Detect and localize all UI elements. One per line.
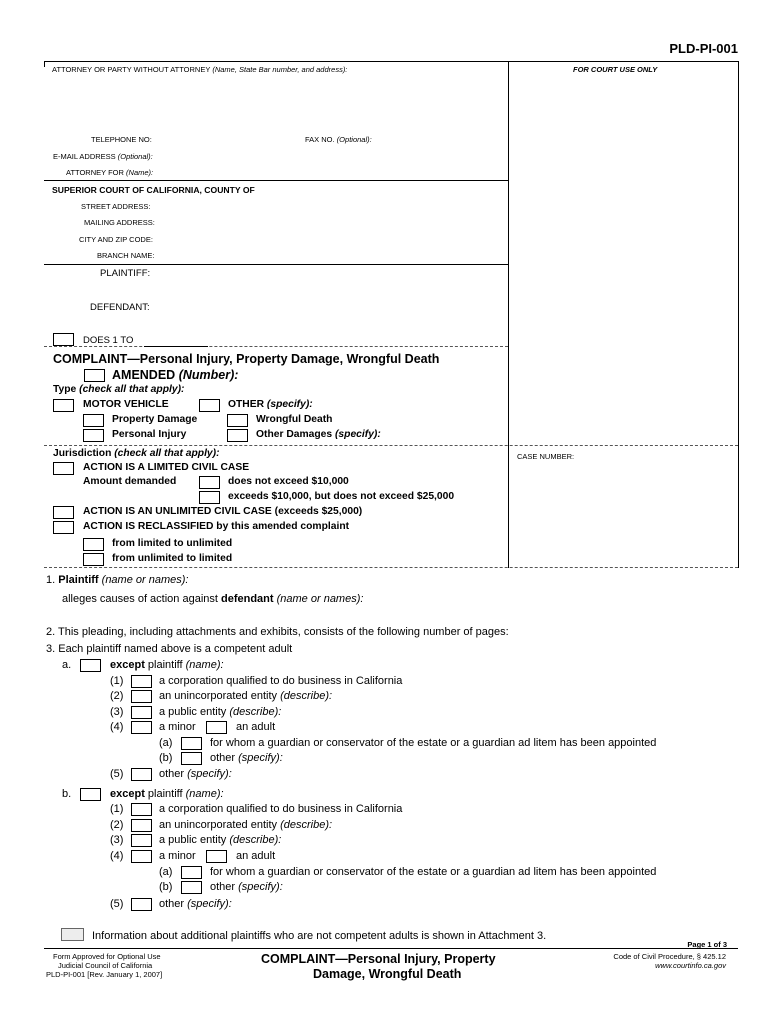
item1-defendant: defendant bbox=[221, 593, 274, 605]
footer-code: Code of Civil Procedure, § 425.12 bbox=[613, 952, 726, 961]
item3b-guardian-checkbox[interactable] bbox=[181, 866, 202, 879]
item3a-minor-other-text: other bbox=[210, 752, 236, 764]
exceeds-checkbox[interactable] bbox=[199, 491, 220, 504]
defendant-label[interactable]: DEFENDANT: bbox=[90, 302, 150, 313]
other-type-label bbox=[228, 399, 313, 410]
other-damages-checkbox[interactable] bbox=[227, 429, 248, 442]
header-left-rule bbox=[44, 61, 45, 67]
item3a-guardian-label: for whom a guardian or conservator of the estate or a guardian ad litem has been appointed bbox=[210, 737, 657, 749]
personal-injury-checkbox[interactable] bbox=[83, 429, 104, 442]
jurisdiction-text: Jurisdiction bbox=[53, 448, 112, 459]
does-label: DOES 1 TO bbox=[83, 335, 134, 346]
other-damages-text: Other Damages bbox=[256, 429, 333, 440]
item3b-other-text: other bbox=[159, 898, 185, 910]
item3b-other-label bbox=[159, 898, 232, 910]
item3b-guardian-label: for whom a guardian or conservator of the estate or a guardian ad litem has been appointed bbox=[210, 866, 657, 878]
attachment-label: Information about additional plaintiffs who are not competent adults is shown in Attachment 3. bbox=[92, 930, 547, 942]
item3b-public-label bbox=[159, 834, 281, 846]
item3a-minor-other-label bbox=[210, 752, 283, 764]
attorney-hint: (Name, State Bar number, and address): bbox=[212, 65, 348, 74]
unlimited-case-label: ACTION IS AN UNLIMITED CIVIL CASE (exceeds $25,000) bbox=[83, 506, 363, 517]
to-limited-label: from unlimited to limited bbox=[112, 553, 233, 564]
item3b-minor-checkbox[interactable] bbox=[131, 850, 152, 863]
email-hint: (Optional): bbox=[117, 152, 153, 161]
personal-injury-label: Personal Injury bbox=[112, 429, 187, 440]
to-unlimited-checkbox[interactable] bbox=[83, 538, 104, 551]
item3a-guardian-checkbox[interactable] bbox=[181, 737, 202, 750]
exceeds-label: exceeds $10,000, but does not exceed $25,000 bbox=[228, 491, 455, 502]
item3b-minor-other-checkbox[interactable] bbox=[181, 881, 202, 894]
item3b-adult-checkbox[interactable] bbox=[206, 850, 227, 863]
court-title: SUPERIOR COURT OF CALIFORNIA, COUNTY OF bbox=[52, 185, 255, 195]
jurisdiction-label bbox=[53, 448, 220, 459]
to-unlimited-label: from limited to unlimited bbox=[112, 538, 233, 549]
item3b-except-label bbox=[110, 788, 224, 800]
item3a-minor-other-hint: (specify): bbox=[238, 752, 283, 764]
item3b-letter: b. bbox=[62, 788, 72, 800]
item1-alleges-text: alleges causes of action against bbox=[62, 593, 218, 605]
item3a-other-hint: (specify): bbox=[187, 768, 232, 780]
item3b-plaintiff: plaintiff bbox=[147, 788, 183, 800]
amended-hint: (Number): bbox=[178, 368, 239, 382]
item3a-adult-checkbox[interactable] bbox=[206, 721, 227, 734]
wrongful-death-label: Wrongful Death bbox=[256, 414, 333, 425]
property-damage-checkbox[interactable] bbox=[83, 414, 104, 427]
item3b-n4: (4) bbox=[110, 850, 124, 862]
header-right-rule bbox=[738, 61, 739, 568]
item3b-public-text: a public entity bbox=[159, 834, 227, 846]
item3a-adult-label: an adult bbox=[236, 721, 276, 733]
header-bottom-divider bbox=[44, 567, 738, 568]
complaint-title: COMPLAINT—Personal Injury, Property Damage, Wrongful Death bbox=[53, 352, 440, 366]
item3b-minor-other-label bbox=[210, 881, 283, 893]
item3b-adult-label: an adult bbox=[236, 850, 276, 862]
limited-case-checkbox[interactable] bbox=[53, 462, 74, 475]
item3b-except: except bbox=[110, 788, 145, 800]
attorney-for-label[interactable] bbox=[66, 168, 153, 177]
fax-label-text: FAX NO. bbox=[305, 135, 335, 144]
item3a-n2: (2) bbox=[110, 690, 124, 702]
item3a-minor-label: a minor bbox=[159, 721, 196, 733]
attorney-for-hint: (Name): bbox=[126, 168, 154, 177]
reclassified-checkbox[interactable] bbox=[53, 521, 74, 534]
item3a-other-text: other bbox=[159, 768, 185, 780]
item3b-name-hint: (name): bbox=[185, 788, 224, 800]
footer-site[interactable]: www.courtinfo.ca.gov bbox=[655, 961, 726, 970]
court-parties-divider bbox=[44, 264, 508, 265]
item3a-unincorp-hint: (describe): bbox=[280, 690, 333, 702]
item3a-other-checkbox[interactable] bbox=[131, 768, 152, 781]
amended-text: AMENDED bbox=[112, 368, 176, 382]
item3a-except: except bbox=[110, 659, 145, 671]
item3a-minor-other-checkbox[interactable] bbox=[181, 752, 202, 765]
other-type-hint: (specify): bbox=[266, 399, 313, 410]
telephone-label[interactable]: TELEPHONE NO: bbox=[91, 135, 152, 144]
item3b-unincorp-checkbox[interactable] bbox=[131, 819, 152, 832]
item1-number: 1. bbox=[46, 574, 56, 586]
item3b-n3: (3) bbox=[110, 834, 124, 846]
item3a-public-label bbox=[159, 706, 281, 718]
jurisdiction-hint: (check all that apply): bbox=[114, 448, 220, 459]
attorney-for-text: ATTORNEY FOR bbox=[66, 168, 124, 177]
item3b-n1: (1) bbox=[110, 803, 124, 815]
item3a-n4: (4) bbox=[110, 721, 124, 733]
attorney-label-text: ATTORNEY OR PARTY WITHOUT ATTORNEY bbox=[52, 65, 211, 74]
mailing-address-label[interactable]: MAILING ADDRESS: bbox=[84, 218, 155, 227]
item3a-minor-checkbox[interactable] bbox=[131, 721, 152, 734]
other-type-text: OTHER bbox=[228, 399, 265, 410]
item3b-minor-other-text: other bbox=[210, 881, 236, 893]
footer-title-line2: Damage, Wrongful Death bbox=[313, 967, 462, 981]
type-label bbox=[53, 384, 184, 395]
item3a-unincorp-label bbox=[159, 690, 332, 702]
item3b-corp-checkbox[interactable] bbox=[131, 803, 152, 816]
item3-competent: 3. Each plaintiff named above is a competent adult bbox=[46, 643, 293, 655]
item3b-public-checkbox[interactable] bbox=[131, 834, 152, 847]
parties-complaint-divider bbox=[44, 346, 508, 347]
item3b-n2: (2) bbox=[110, 819, 124, 831]
item3a-plaintiff: plaintiff bbox=[147, 659, 183, 671]
other-damages-hint: (specify): bbox=[335, 429, 381, 440]
item3b-public-hint: (describe): bbox=[229, 834, 282, 846]
other-type-checkbox[interactable] bbox=[199, 399, 220, 412]
item3a-nb: (b) bbox=[159, 752, 173, 764]
attorney-label bbox=[52, 65, 347, 74]
footer-approved: Form Approved for Optional Use bbox=[53, 952, 161, 961]
email-label-text: E-MAIL ADDRESS bbox=[53, 152, 116, 161]
item3b-minor-other-hint: (specify): bbox=[238, 881, 283, 893]
email-label[interactable] bbox=[53, 152, 153, 161]
item3a-na: (a) bbox=[159, 737, 173, 749]
wrongful-death-checkbox[interactable] bbox=[227, 414, 248, 427]
item3a-public-hint: (describe): bbox=[229, 706, 282, 718]
street-address-label[interactable]: STREET ADDRESS: bbox=[81, 202, 151, 211]
item3b-other-hint: (specify): bbox=[187, 898, 232, 910]
item3a-public-checkbox[interactable] bbox=[131, 706, 152, 719]
branch-name-label[interactable]: BRANCH NAME: bbox=[97, 251, 155, 260]
reclassified-label: ACTION IS RECLASSIFIED by this amended complaint bbox=[83, 521, 350, 532]
item3a-n3: (3) bbox=[110, 706, 124, 718]
amended-label bbox=[112, 368, 238, 382]
item1-alleges bbox=[62, 593, 363, 605]
item3a-letter: a. bbox=[62, 659, 72, 671]
item1-label: Plaintiff bbox=[58, 574, 99, 586]
page-number: Page 1 of 3 bbox=[687, 940, 727, 949]
complaint-jurisdiction-divider bbox=[44, 445, 738, 446]
does-number-line[interactable] bbox=[144, 346, 208, 347]
fax-label[interactable] bbox=[305, 135, 372, 144]
item3a-n1: (1) bbox=[110, 675, 124, 687]
attorney-court-divider bbox=[44, 180, 508, 181]
item3a-except-label bbox=[110, 659, 224, 671]
case-number-label[interactable]: CASE NUMBER: bbox=[517, 452, 575, 461]
item1-plaintiff bbox=[46, 574, 188, 586]
type-text: Type bbox=[53, 384, 77, 395]
not-exceed-label: does not exceed $10,000 bbox=[228, 476, 349, 487]
amended-checkbox[interactable] bbox=[84, 369, 105, 382]
property-damage-label: Property Damage bbox=[112, 414, 198, 425]
other-damages-label bbox=[256, 429, 381, 440]
to-limited-checkbox[interactable] bbox=[83, 553, 104, 566]
city-zip-label[interactable]: CITY AND ZIP CODE: bbox=[79, 235, 153, 244]
amount-demanded-label: Amount demanded bbox=[83, 476, 177, 487]
item3a-unincorp-text: an unincorporated entity bbox=[159, 690, 278, 702]
item3b-na: (a) bbox=[159, 866, 173, 878]
item3a-n5: (5) bbox=[110, 768, 124, 780]
unlimited-case-checkbox[interactable] bbox=[53, 506, 74, 519]
limited-case-label: ACTION IS A LIMITED CIVIL CASE bbox=[83, 462, 250, 473]
item3b-unincorp-label bbox=[159, 819, 332, 831]
item3a-corp-label: a corporation qualified to do business in California bbox=[159, 675, 403, 687]
item1-hint: (name or names): bbox=[101, 574, 189, 586]
footer-form-rev: PLD-PI-001 [Rev. January 1, 2007] bbox=[46, 970, 163, 979]
item1-hint2: (name or names): bbox=[276, 593, 364, 605]
footer-title-line1: COMPLAINT—Personal Injury, Property bbox=[261, 952, 496, 966]
motor-vehicle-checkbox[interactable] bbox=[53, 399, 74, 412]
item3b-other-checkbox[interactable] bbox=[131, 898, 152, 911]
item3b-corp-label: a corporation qualified to do business in California bbox=[159, 803, 403, 815]
item3a-name-hint: (name): bbox=[185, 659, 224, 671]
attachment-checkbox[interactable] bbox=[61, 928, 84, 941]
not-exceed-checkbox[interactable] bbox=[199, 476, 220, 489]
item3b-unincorp-hint: (describe): bbox=[280, 819, 333, 831]
fax-hint: (Optional): bbox=[336, 135, 372, 144]
does-checkbox[interactable] bbox=[53, 333, 74, 346]
footer-rule bbox=[44, 948, 738, 949]
item3a-unincorp-checkbox[interactable] bbox=[131, 690, 152, 703]
footer-council: Judicial Council of California bbox=[58, 961, 153, 970]
court-use-divider bbox=[508, 61, 509, 568]
item3b-minor-label: a minor bbox=[159, 850, 196, 862]
motor-vehicle-label: MOTOR VEHICLE bbox=[83, 399, 169, 410]
item3a-public-text: a public entity bbox=[159, 706, 227, 718]
header-top-rule bbox=[44, 61, 738, 62]
item3b-nb: (b) bbox=[159, 881, 173, 893]
item3b-unincorp-text: an unincorporated entity bbox=[159, 819, 278, 831]
item3a-corp-checkbox[interactable] bbox=[131, 675, 152, 688]
form-number: PLD-PI-001 bbox=[669, 41, 738, 56]
item3a-other-label bbox=[159, 768, 232, 780]
item2-pages: 2. This pleading, including attachments and exhibits, consists of the following number of pages: bbox=[46, 626, 509, 638]
item3b-n5: (5) bbox=[110, 898, 124, 910]
court-use-label: FOR COURT USE ONLY bbox=[573, 65, 658, 74]
item3a-except-checkbox[interactable] bbox=[80, 659, 101, 672]
item3b-except-checkbox[interactable] bbox=[80, 788, 101, 801]
type-hint: (check all that apply): bbox=[79, 384, 185, 395]
plaintiff-label[interactable]: PLAINTIFF: bbox=[100, 268, 151, 279]
